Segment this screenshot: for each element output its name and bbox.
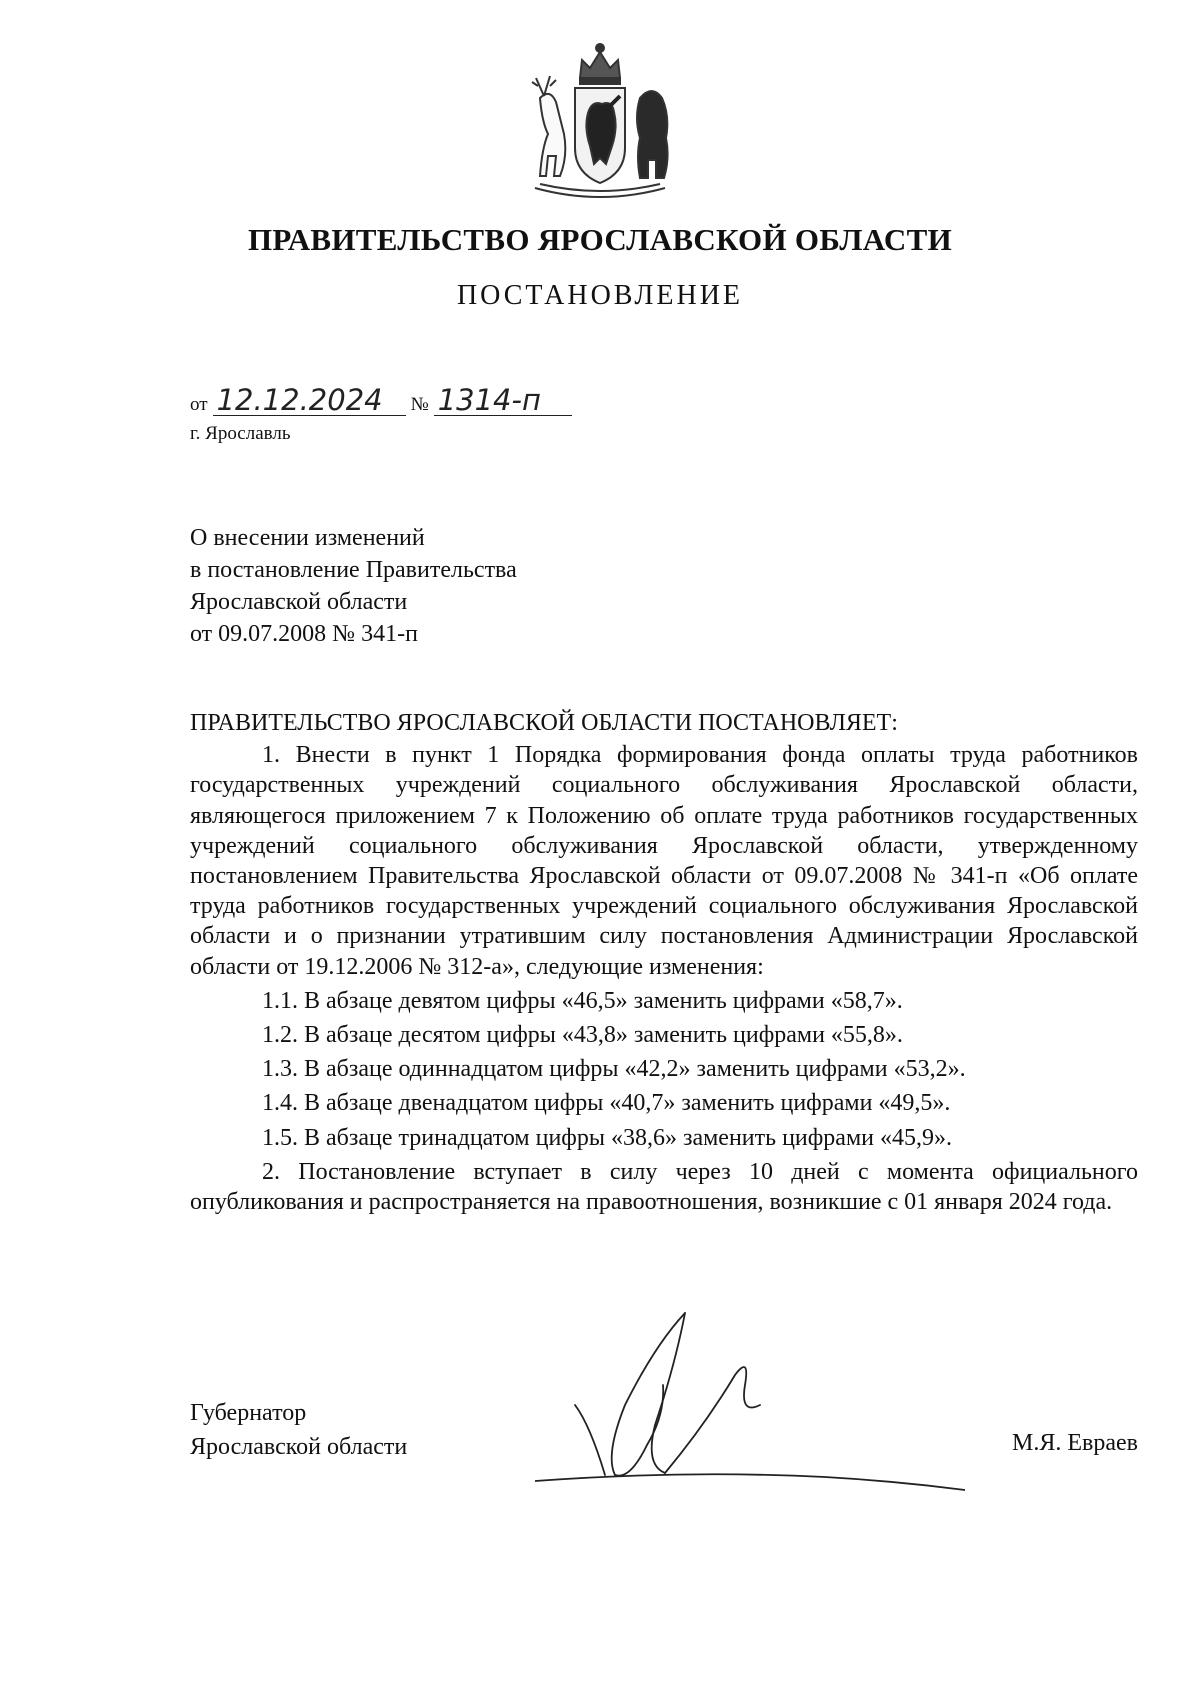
document-type: ПОСТАНОВЛЕНИЕ bbox=[456, 280, 744, 311]
document-number: 1314-п bbox=[434, 385, 572, 416]
signer-position bbox=[190, 1396, 407, 1464]
number-label: № bbox=[410, 394, 429, 415]
signer-name: М.Я. Евраев bbox=[1012, 1430, 1138, 1456]
subject-line: О внесении изменений bbox=[190, 525, 425, 551]
amendment-item: 1.5. В абзаце тринадцатом цифры «38,6» заменить цифрами «45,9». bbox=[262, 1124, 952, 1151]
date-label: от bbox=[190, 394, 208, 415]
date-number-line bbox=[190, 385, 572, 416]
paragraph-2: 2. Постановление вступает в силу через 10 дней с момента официального опубликования и распространяется на правоотношения, возникшие с 01 января 2024 года. bbox=[190, 1158, 1138, 1216]
amendment-item: 1.3. В абзаце одиннадцатом цифры «42,2» заменить цифрами «53,2». bbox=[262, 1056, 966, 1083]
signer-position-line: Губернатор bbox=[190, 1400, 307, 1426]
document-city: г. Ярославль bbox=[190, 423, 291, 444]
signer-position-line: Ярославской области bbox=[190, 1434, 408, 1460]
resolution-heading: ПРАВИТЕЛЬСТВО ЯРОСЛАВСКОЙ ОБЛАСТИ ПОСТАНОВЛЯЕТ: bbox=[190, 710, 898, 736]
subject-line: Ярославской области bbox=[190, 589, 408, 615]
organization-title: ПРАВИТЕЛЬСТВО ЯРОСЛАВСКОЙ ОБЛАСТИ bbox=[248, 222, 952, 257]
subject-line: от 09.07.2008 № 341-п bbox=[190, 621, 418, 647]
document-subject bbox=[190, 522, 517, 650]
coat-of-arms-icon bbox=[520, 38, 680, 208]
paragraph-1: 1. Внести в пункт 1 Порядка формирования фонда оплаты труда работников государственных учреждений социального обслуживания Ярославской области, являющегося приложением 7 к Положению об оплате труда работников государственных учреждений социального обслуживания Ярославской области, утвержденному постановлением Правительства Ярославской области от 09.07.2008 № 341-п «Об оплате труда работников государственных учреждений социального обслуживания Ярославской области и о признании утратившим силу постановления Администрации Ярославской области от 19.12.2006 № 312-а», следующие изменения: bbox=[190, 742, 1138, 980]
document-body bbox=[190, 708, 1138, 1217]
subject-line: в постановление Правительства bbox=[190, 557, 517, 583]
amendment-item: 1.1. В абзаце девятом цифры «46,5» заменить цифрами «58,7». bbox=[262, 987, 903, 1014]
handwritten-signature-icon bbox=[535, 1305, 965, 1505]
document-date: 12.12.2024 bbox=[213, 385, 406, 416]
amendment-item: 1.2. В абзаце десятом цифры «43,8» заменить цифрами «55,8». bbox=[262, 1022, 903, 1049]
amendment-item: 1.4. В абзаце двенадцатом цифры «40,7» заменить цифрами «49,5». bbox=[262, 1090, 951, 1117]
